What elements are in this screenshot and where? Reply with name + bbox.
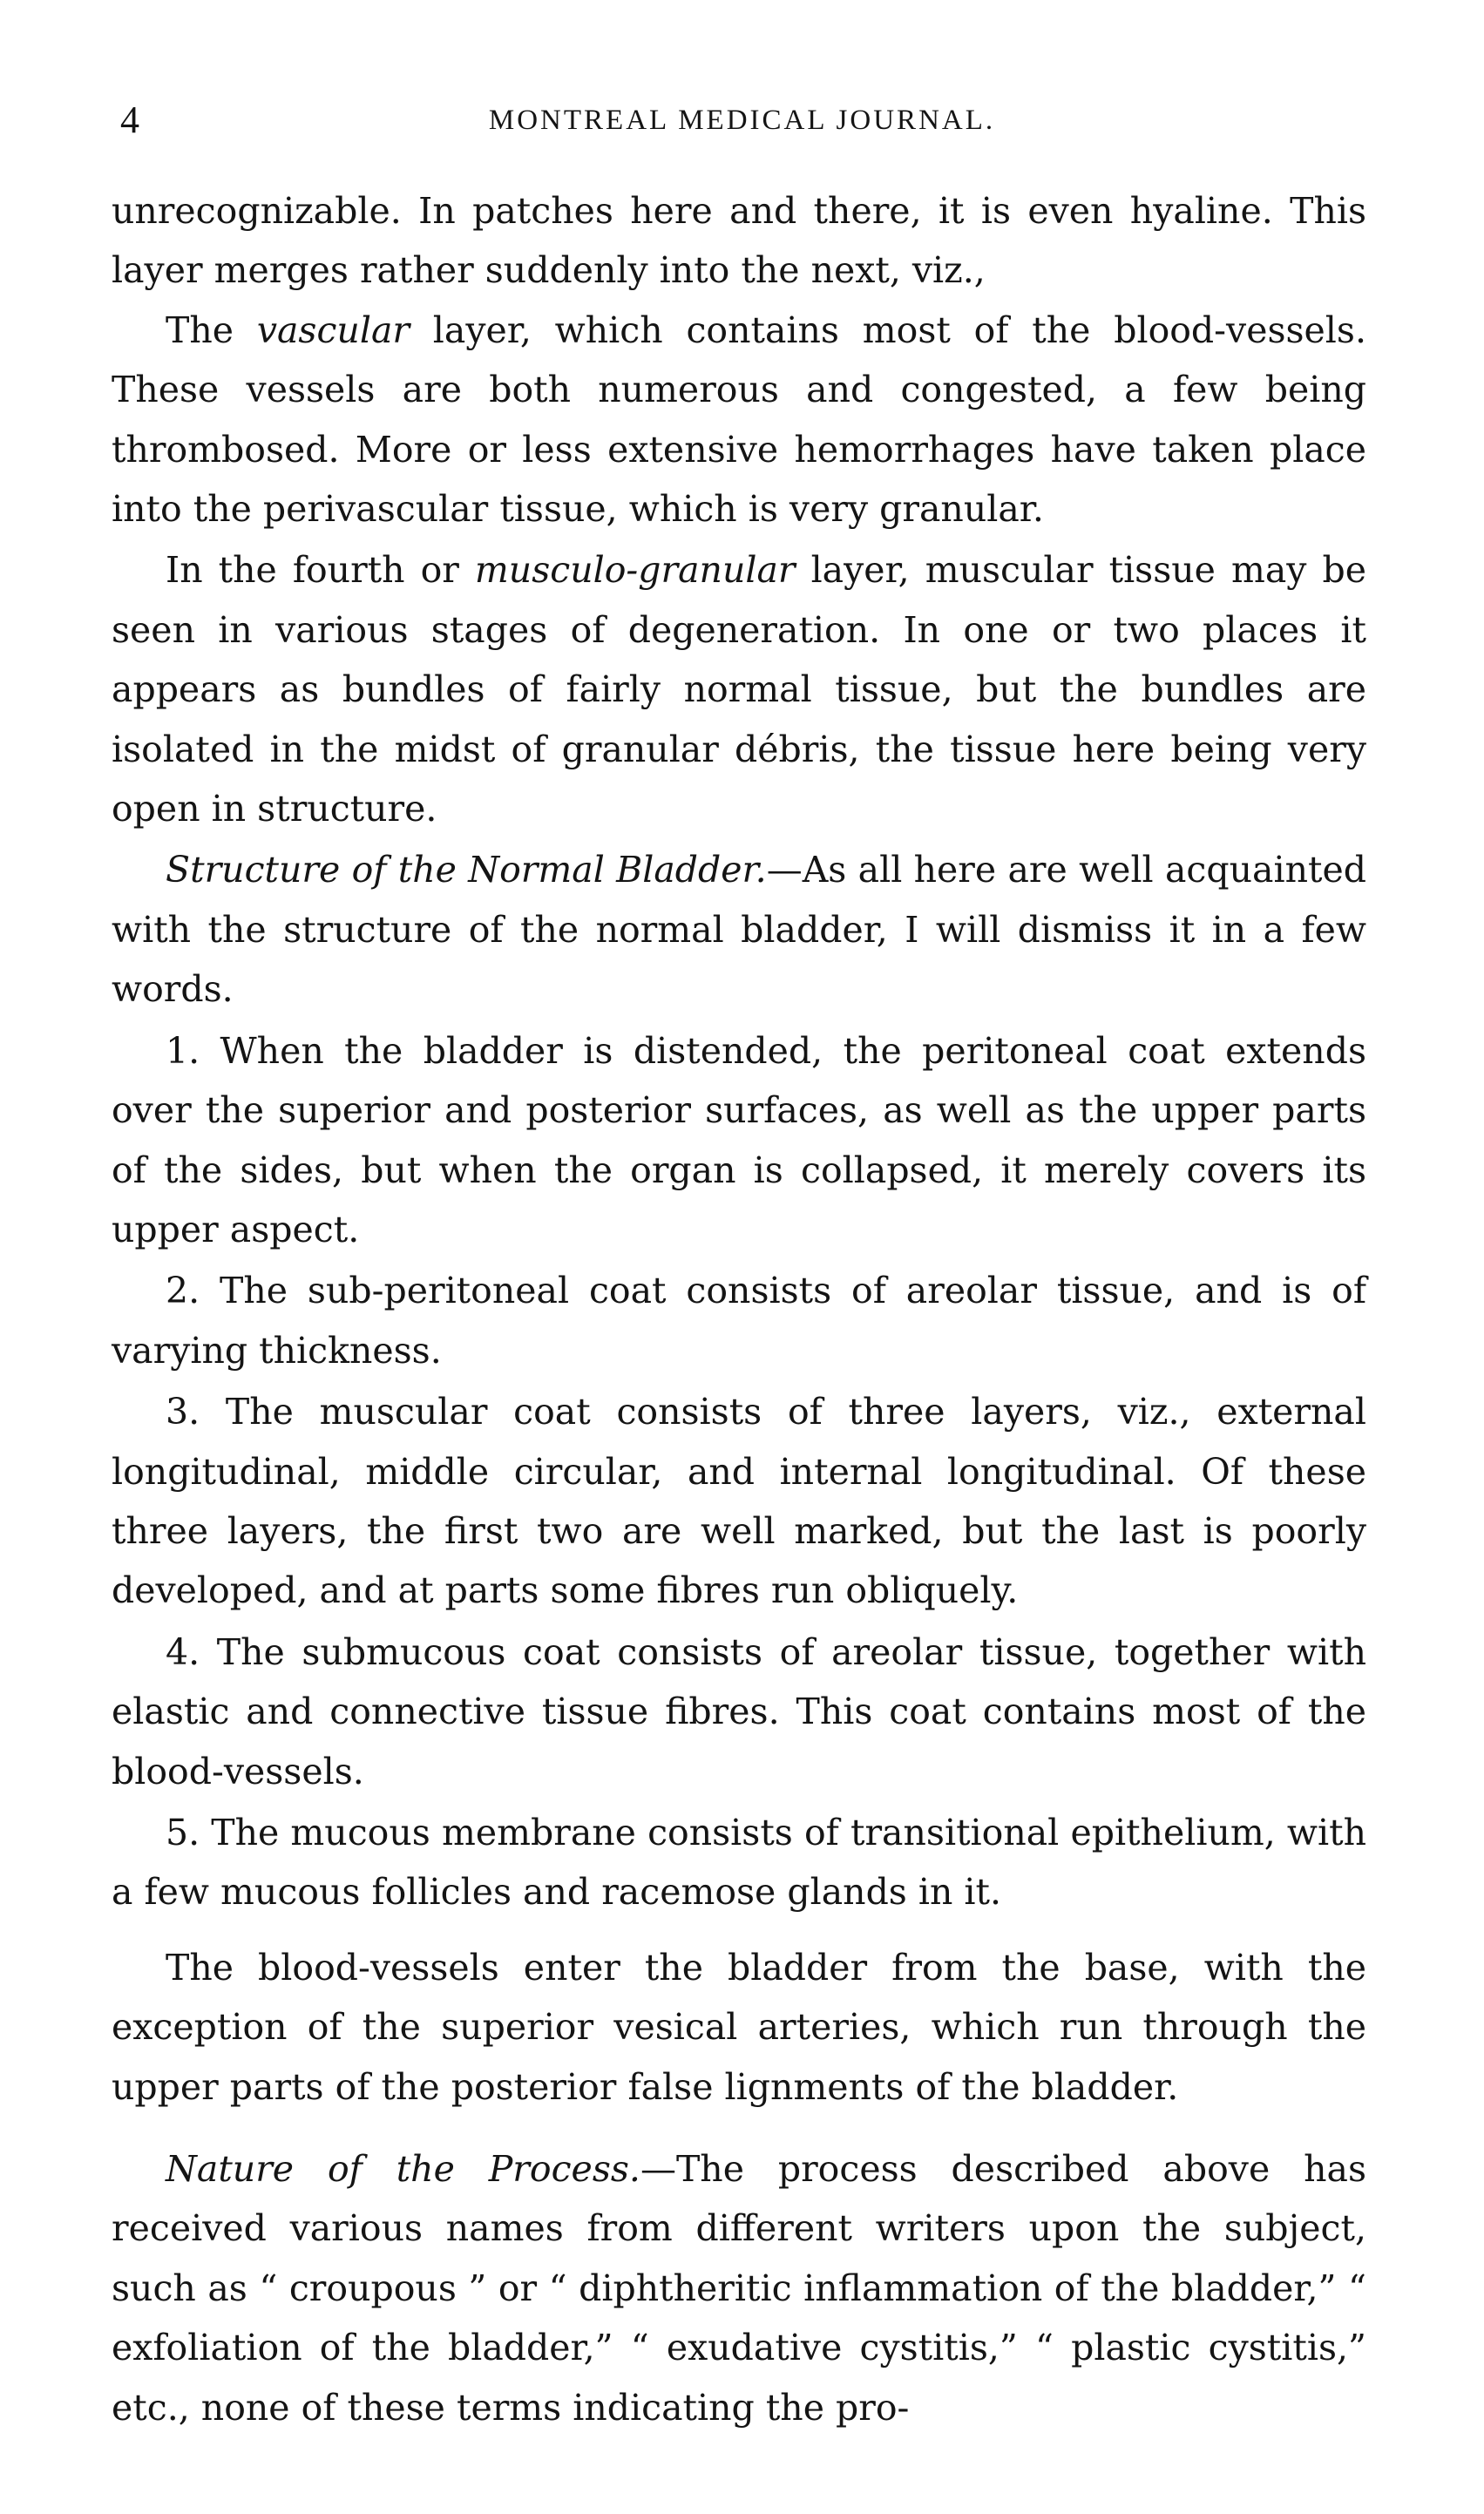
running-head: MONTREAL MEDICAL JOURNAL.: [488, 105, 996, 136]
section-heading: Structure of the Normal Bladder.: [166, 849, 767, 891]
list-item-5: [112, 1803, 1366, 1922]
paragraph-lead: The: [166, 308, 257, 351]
paragraph-text: 3. The muscular coat consists of three layers, viz., external longitudinal, middle circular, and internal longitudinal. Of these three layers, the first two are well marked, but the last is poorly developed, and at parts some fibres run obliquely.: [112, 1391, 1366, 1612]
paragraph-lead: In the fourth or: [166, 549, 475, 592]
page-header: [0, 94, 1484, 146]
italic-term: musculo-granular: [474, 549, 796, 592]
list-item-4: [112, 1623, 1366, 1801]
paragraph-text: 5. The mucous membrane consists of transitional epithelium, with a few mucous follicles and racemose glands in it.: [112, 1811, 1366, 1914]
body-text: [112, 181, 1366, 2437]
paragraph-text: unrecognizable. In patches here and there, it is even hyaline. This layer merges rather suddenly into the next, viz.,: [112, 190, 1366, 292]
paragraph-nature-of-process: [112, 2139, 1366, 2437]
paragraph-blood-vessels: [112, 1938, 1366, 2117]
paragraph-text: layer, which contains most of the blood-vessels. These vessels are both numerous and congested, a few being thrombosed. More or less extensive hemorrhages have taken place into the perivascular tissue, which is very granular.: [112, 308, 1366, 531]
paragraph-vascular-layer: [112, 301, 1366, 539]
paragraph-text: —As all here are well acquainted with the structure of the normal bladder, I will dismiss it in a few words.: [112, 849, 1366, 1011]
paragraph-text: 1. When the bladder is distended, the peritoneal coat extends over the superior and posterior surfaces, as well as the upper parts of the sides, but when the organ is collapsed, it merely covers its upper aspect.: [112, 1029, 1366, 1250]
list-item-3: [112, 1382, 1366, 1621]
page-number: 4: [120, 98, 139, 141]
paragraph-normal-bladder: [112, 840, 1366, 1019]
list-item-1: [112, 1021, 1366, 1260]
list-item-2: [112, 1261, 1366, 1380]
paragraph-text: —The process described above has received various names from different writers upon the subject, such as “ croupous ” or “ diphtheritic inflammation of the bladder,” “ exfoliation of the bladder,” “ exudative cystitis,” “ plastic cystitis,” etc., none of these terms indicating the pro-: [112, 2148, 1366, 2429]
paragraph-continuation: [112, 181, 1366, 301]
paragraph-text: 2. The sub-peritoneal coat consists of areolar tissue, and is of varying thickness.: [112, 1270, 1366, 1372]
paragraph-musculo-granular-layer: [112, 540, 1366, 838]
section-heading: Nature of the Process.: [166, 2148, 640, 2190]
paragraph-text: layer, muscular tissue may be seen in various stages of degeneration. In one or two places it appears as bundles of fairly normal tissue, but the bundles are isolated in the midst of granular débris, the tissue here being very open in structure.: [112, 549, 1366, 830]
paragraph-text: 4. The submucous coat consists of areolar tissue, together with elastic and connective tissue fibres. This coat contains most of the blood-vessels.: [112, 1630, 1366, 1792]
italic-term: vascular: [256, 308, 410, 351]
paragraph-text: The blood-vessels enter the bladder from the base, with the exception of the superior vesical arteries, which run through the upper parts of the posterior false lignments of the bladder.: [112, 1946, 1366, 2108]
